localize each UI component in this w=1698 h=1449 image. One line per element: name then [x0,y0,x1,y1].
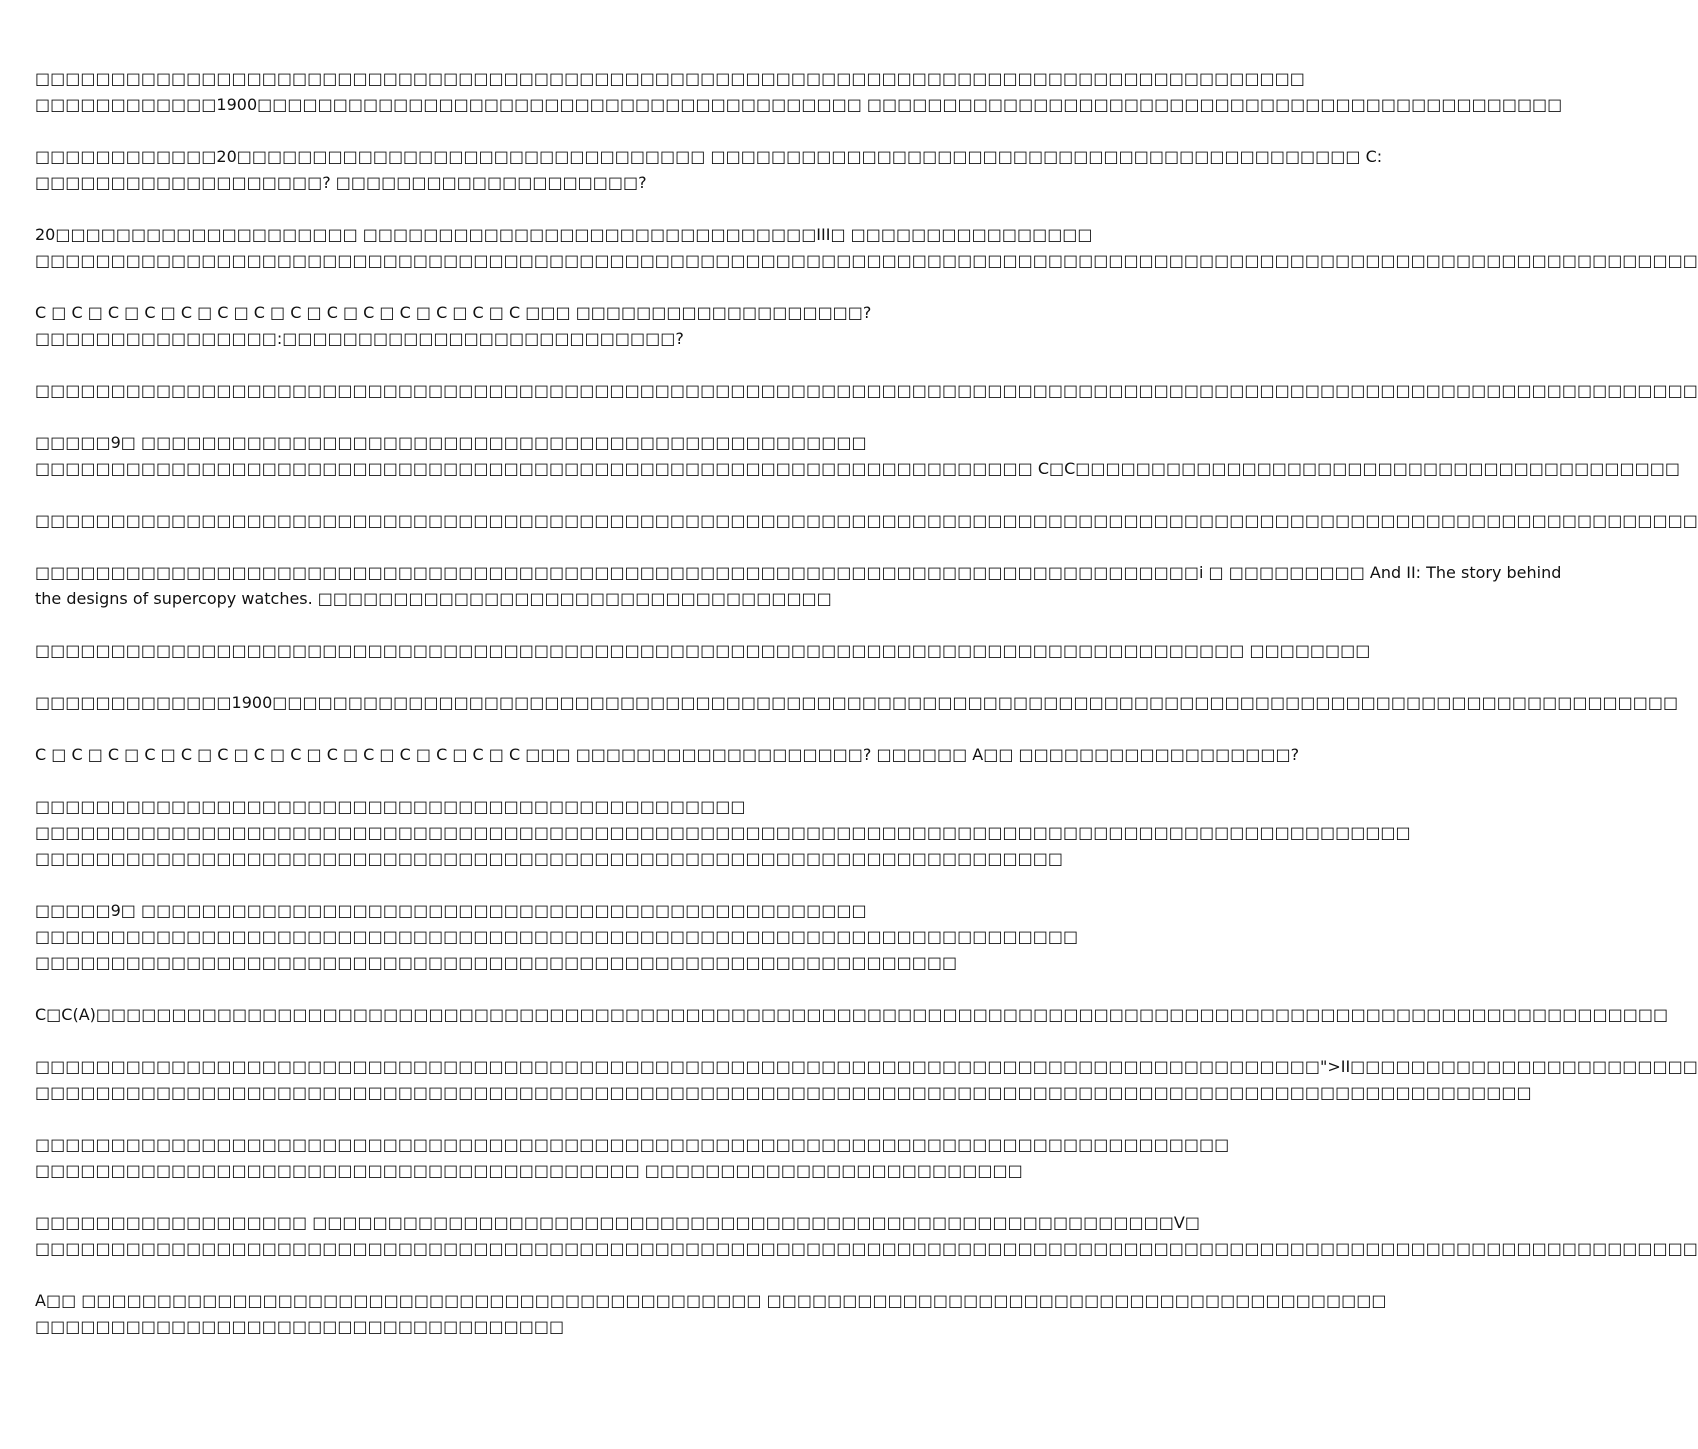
text-line: □□□□□□□□□□□□□□□□□□□□□□□□□□□□□□□□□□□□□□□□□□□□□□□ [35,797,746,816]
text-line: □□□□□□□□□□□□□1900□□□□□□□□□□□□□□□□□□□□□□□□□□□□□□□□□□□□□□□□□□□□□□□□□□□□□□□□□□□□□□□□□□□□□□□□□□□□□□□□□□□□□□□□□□□□□ [35,693,1679,712]
text-line: 20□□□□□□□□□□□□□□□□□□□□ □□□□□□□□□□□□□□□□□□□□□□□□□□□□□□III□ □□□□□□□□□□□□□□□□ [35,225,1093,244]
text-line: □□□□□□□□□□□□□□□□□□□□□□□□□□□□□□□□□□□□□□□□□□□□□□□□□□□□□□□□□□□□□□□□□□□□□□□□□□□□□□□□□□□□□□□□□□□ [35,823,1411,842]
paragraph [35,1054,1698,1106]
text-line: □□□□□□□□□□□□□□□□□□□□□□□□□□□□□□□□□□□□□□□□□□□□□□□□□□□□□□□□□□□□□□□□□□□□□□□□□□□□□□□□□□□□□□□□□□□□□□□□□□□□□□□□□□□□□□ [35,251,1698,270]
text-line: C□C(A)□□□□□□□□□□□□□□□□□□□□□□□□□□□□□□□□□□□□□□□□□□□□□□□□□□□□□□□□□□□□□□□□□□□□□□□□□□□□□□□□□□□□□□□□□□□□□□□□□□□□□□□□ [35,1005,1669,1024]
paragraph [35,1002,1669,1028]
paragraph [35,222,1698,274]
text-line: □□□□□□□□□□□□20□□□□□□□□□□□□□□□□□□□□□□□□□□□□□□□ □□□□□□□□□□□□□□□□□□□□□□□□□□□□□□□□□□□□□□□□□□□ C: [35,147,1383,166]
paragraph [35,66,1563,118]
text-line: □□□□□□□□□□□□1900□□□□□□□□□□□□□□□□□□□□□□□□□□□□□□□□□□□□□□□□ □□□□□□□□□□□□□□□□□□□□□□□□□□□□□□□□□□□□□□□□□□□□□□ [35,95,1563,114]
text-line: □□□□□□□□□□□□□□□□□□□□□□□□□□□□□□□□□□□□□□□□□□□□□□□□□□□□□□□□□□□□□□□□□□□□□□□□□□□□□□□□□□□□ [35,69,1305,88]
text-line: □□□□□□□□□□□□□□□□□□□□□□□□□□□□□□□□□□□□□□□□□□□□□□□□□□□□□□□□□□□□□□□□□□□□□□□□□□□□□□□□□□□□□□□□□□□□□□□□□□□□□□□□□□□□□□ [35,1239,1698,1258]
paragraph [35,144,1383,196]
paragraph [35,638,1371,664]
text-line: □□□□□□□□□□□□□□□□□□ □□□□□□□□□□□□□□□□□□□□□□□□□□□□□□□□□□□□□□□□□□□□□□□□□□□□□□□□□V□ [35,1213,1200,1232]
text-line: C □ C □ C □ C □ C □ C □ C □ C □ C □ C □ C □ C □ C □ C □□□ □□□□□□□□□□□□□□□□□□□? □□□□□□ A□□ □□□□□□□□□□□□□□□□□□? [35,745,1300,764]
text-line: □□□□□□□□□□□□□□□□:□□□□□□□□□□□□□□□□□□□□□□□□□□? [35,329,684,348]
text-line: □□□□□□□□□□□□□□□□□□□□□□□□□□□□□□□□□□□□□□□□□□□□□□□□□□□□□□□□□□□□□□□□□□□□□□□□□□□□□□□□□□□□□□□□□□□□□□□□□□□□□□□□□□□□□□ [35,381,1698,400]
paragraph [35,690,1679,716]
text-line: □□□□□□□□□□□□□□□□□□□□□□□□□□□□□□□□□□□□□□□□□□□□□□□□□□□□□□□□□□□□□□□□□□□□□ [35,927,1079,946]
text-line: the designs of supercopy watches. □□□□□□□□□□□□□□□□□□□□□□□□□□□□□□□□□□ [35,589,832,608]
paragraph [35,1288,1387,1340]
text-line: □□□□□□□□□□□□□□□□□□□□□□□□□□□□□□□□□□□□□□□□□□□□□□□□□□□□□□□□□□□□□□□□□□ C□C□□□□□□□□□□□□□□□□□□□□□□□□□□□□□□□□□□□□□□□□ [35,459,1680,478]
text-line: □□□□□□□□□□□□□□□□□□□□□□□□□□□□□□□□□□□□□□□□□□□□□□□□□□□□□□□□□□□□□□□□□□□□□□□□□□□□□□□ [35,1135,1230,1154]
text-line: □□□□□□□□□□□□□□□□□□□□□□□□□□□□□□□□□□□□□□□□□□□□□□□□□□□□□□□□□□□□□□□□□□□□□□□□□□□□□□□□□□□□□□□□□□□□□□□□□□□ [35,1083,1532,1102]
text-line: □□□□□□□□□□□□□□□□□□□□□□□□□□□□□□□□□□□□□□□□□□□□□□□□□□□□□□□□□□□□□ [35,953,958,972]
text-line: □□□□□□□□□□□□□□□□□□□□□□□□□□□□□□□□□□□□□□□□□□□□□□□□□□□□□□□□□□□□□□□□□□□□□□□□□□□□□□□□□□□□□□□□□□□□□□□□□□□□□□□□□□□□□□ [35,511,1698,530]
paragraph [35,430,1680,482]
text-line: □□□□□□□□□□□□□□□□□□□? □□□□□□□□□□□□□□□□□□□□? [35,173,647,192]
paragraph [35,1132,1230,1184]
text-line: □□□□□□□□□□□□□□□□□□□□□□□□□□□□□□□□□□□□□□□□ □□□□□□□□□□□□□□□□□□□□□□□□□ [35,1161,1023,1180]
text-line: C □ C □ C □ C □ C □ C □ C □ C □ C □ C □ C □ C □ C □ C □□□ □□□□□□□□□□□□□□□□□□□? [35,303,872,322]
paragraph [35,300,990,352]
text-line: □□□□□9□ □□□□□□□□□□□□□□□□□□□□□□□□□□□□□□□□□□□□□□□□□□□□□□□□ [35,901,867,920]
text-line: □□□□□□□□□□□□□□□□□□□□□□□□□□□□□□□□□□□□□□□□□□□□□□□□□□□□□□□□□□□□□□□□□□□□□□□□□□□□□i □ □□□□□□□□□ And II: The story behind [35,563,1562,582]
text-line: □□□□□□□□□□□□□□□□□□□□□□□□□□□□□□□□□□□□□□□□□□□□□□□□□□□□□□□□□□□□□□□□□□□□□□□□□□□□□□□□ □□□□□□□□ [35,641,1371,660]
text-line: A□□ □□□□□□□□□□□□□□□□□□□□□□□□□□□□□□□□□□□□□□□□□□□□□ □□□□□□□□□□□□□□□□□□□□□□□□□□□□□□□□□□□□□□□□□ [35,1291,1387,1310]
paragraph [35,508,1698,534]
paragraph [35,794,1411,872]
paragraph [35,742,1300,768]
paragraph [35,378,1698,404]
paragraph [35,560,1562,612]
text-line: □□□□□9□ □□□□□□□□□□□□□□□□□□□□□□□□□□□□□□□□□□□□□□□□□□□□□□□□ [35,433,867,452]
paragraph [35,1210,1698,1262]
document-body [35,66,1698,1366]
text-line: □□□□□□□□□□□□□□□□□□□□□□□□□□□□□□□□□□□□□□□□□□□□□□□□□□□□□□□□□□□□□□□□□□□□ [35,849,1063,868]
paragraph [35,898,1079,976]
text-line: □□□□□□□□□□□□□□□□□□□□□□□□□□□□□□□□□□□ [35,1317,565,1336]
text-line: □□□□□□□□□□□□□□□□□□□□□□□□□□□□□□□□□□□□□□□□□□□□□□□□□□□□□□□□□□□□□□□□□□□□□□□□□□□□□□□□□□□□□">II□□□□□□□□□□□□□□□□□□□□□□□ [35,1057,1698,1076]
